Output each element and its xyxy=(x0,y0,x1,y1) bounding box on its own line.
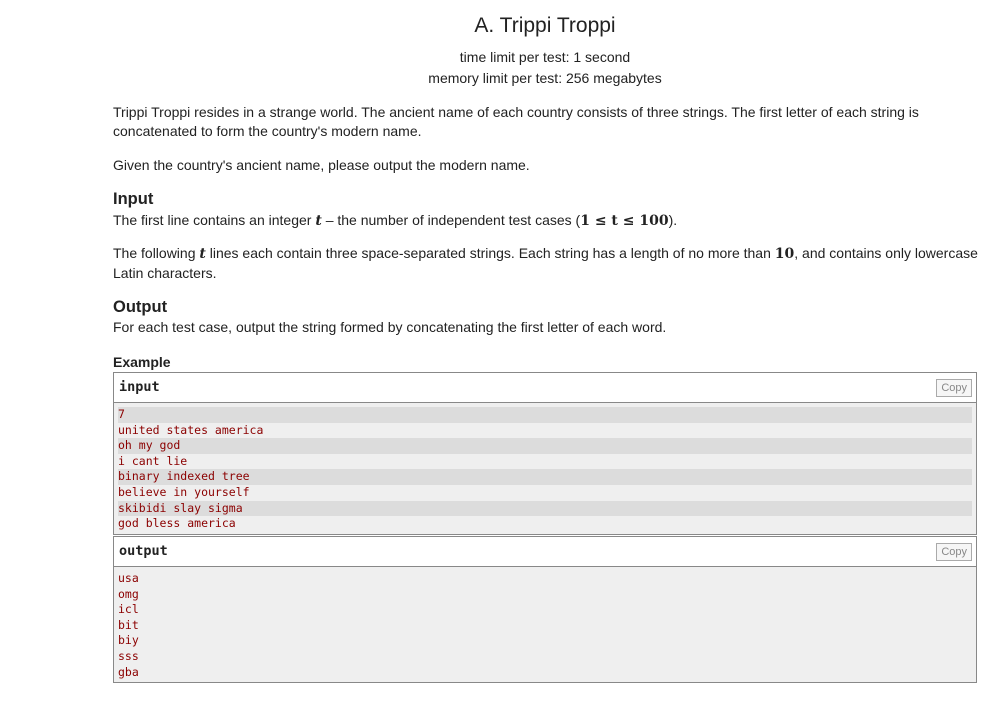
var-t: t xyxy=(315,213,322,229)
input-paragraph-2 xyxy=(113,244,981,283)
input-line: skibidi slay sigma xyxy=(118,501,972,517)
input-line: god bless america xyxy=(118,516,236,531)
output-box-header xyxy=(114,537,976,567)
example-input-box xyxy=(113,372,977,535)
input-p1-text-c: ). xyxy=(668,212,678,228)
input-p1-text-a: The first line contains an integer xyxy=(113,212,316,228)
input-line: 7 xyxy=(118,407,972,423)
input-line: i cant lie xyxy=(118,453,188,468)
statement-paragraph-2: Given the country's ancient name, please output the modern name. xyxy=(113,157,530,173)
input-heading: Input xyxy=(113,190,154,208)
example-label: Example xyxy=(113,354,171,370)
statement-paragraph-1: Trippi Troppi resides in a strange world. The ancient name of each country consists of three strings. The first letter of each string is concatenated to form the country's modern name. xyxy=(113,104,919,139)
output-heading: Output xyxy=(113,298,168,316)
input-p2-text-c: , and contains only lowercase Latin characters. xyxy=(113,245,978,281)
output-box-body xyxy=(114,567,976,682)
input-paragraph-1 xyxy=(113,211,981,231)
input-p2-text-b: lines each contain three space-separated strings. Each string has a length of no more than xyxy=(205,245,775,261)
input-p2-text-a: The following xyxy=(113,245,200,261)
output-line: icl xyxy=(118,602,139,617)
output-line: biy xyxy=(118,633,139,648)
copy-input-button[interactable]: Copy xyxy=(936,379,972,397)
input-box-title: input xyxy=(119,379,160,395)
max-length-number: 10 xyxy=(774,246,795,262)
input-line: oh my god xyxy=(118,438,972,454)
output-line: sss xyxy=(118,648,139,663)
output-paragraph: For each test case, output the string formed by concatenating the first letter of each word. xyxy=(113,319,667,335)
constraint-formula: 1 ≤ t ≤ 100 xyxy=(580,213,669,229)
copy-output-button[interactable]: Copy xyxy=(936,543,972,561)
var-t-2: t xyxy=(199,246,206,262)
input-line: believe in yourself xyxy=(118,484,250,499)
input-p1-text-b: – the number of independent test cases ( xyxy=(321,212,581,228)
output-line: bit xyxy=(118,617,139,632)
memory-limit: memory limit per test: 256 megabytes xyxy=(428,70,662,86)
output-line: gba xyxy=(118,664,139,679)
output-box-title: output xyxy=(119,543,168,559)
input-box-body xyxy=(114,403,976,534)
example-output-box xyxy=(113,536,977,683)
input-line: binary indexed tree xyxy=(118,469,972,485)
output-line: omg xyxy=(118,586,139,601)
input-box-header xyxy=(114,373,976,403)
problem-title: A. Trippi Troppi xyxy=(474,14,616,37)
time-limit: time limit per test: 1 second xyxy=(459,49,631,65)
output-line: usa xyxy=(118,571,139,585)
input-line: united states america xyxy=(118,422,264,437)
